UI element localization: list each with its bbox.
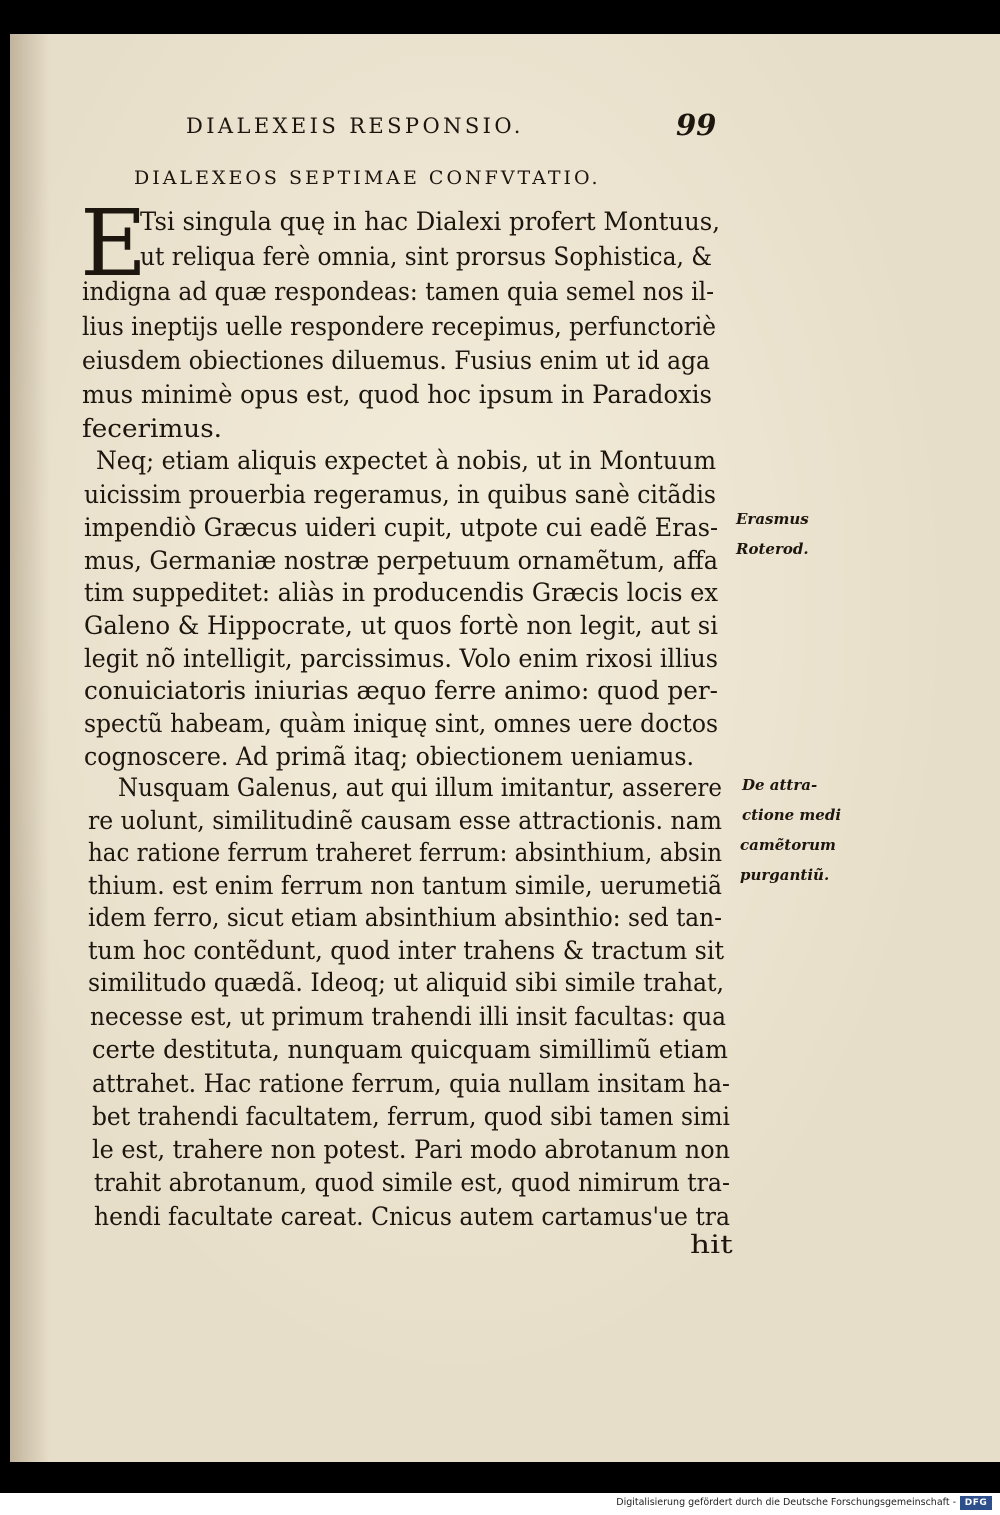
margin-note: purgantiũ. [740, 866, 830, 884]
text-line: spectũ habeam, quàm iniquę sint, omnes uere doctos [84, 709, 718, 738]
text-line: tum hoc contẽdunt, quod inter trahens & tractum sit [88, 936, 724, 965]
margin-note: camẽtorum [740, 836, 836, 854]
text-line: eiusdem obiectiones diluemus. Fusius enim ut id aga [82, 346, 710, 375]
text-line: similitudo quædã. Ideoq; ut aliquid sibi simile trahat, [88, 968, 724, 997]
text-line: necesse est, ut primum trahendi illi insit facultas: qua [90, 1002, 726, 1031]
text-line: lius ineptijs uelle respondere recepimus, perfunctoriè [82, 312, 716, 341]
margin-note: ctione medi [742, 806, 842, 824]
running-head: DIALEXEIS RESPONSIO. [186, 114, 524, 138]
margin-note: Roterod. [736, 540, 809, 558]
text-line: hendi facultate careat. Cnicus autem cartamus'ue tra [94, 1202, 730, 1231]
text-line: Nusquam Galenus, aut qui illum imitantur, asserere [118, 773, 722, 802]
text-line: hac ratione ferrum traheret ferrum: absinthium, absin [88, 838, 722, 867]
margin-note: De attra- [742, 776, 818, 794]
text-line: fecerimus. [82, 414, 222, 443]
text-line: re uolunt, similitudinẽ causam esse attractionis. nam [88, 806, 722, 835]
page-number: 99 [676, 108, 717, 142]
text-line: thium. est enim ferrum non tantum simile, uerumetiã [88, 871, 722, 900]
digitization-credit: Digitalisierung gefördert durch die Deutsche Forschungsgemeinschaft - [616, 1497, 956, 1508]
text-line: ut reliqua ferè omnia, sint prorsus Sophistica, & [140, 242, 712, 271]
text-line: tim suppeditet: aliàs in producendis Græcis locis ex [84, 578, 718, 607]
text-line: idem ferro, sicut etiam absinthium absinthio: sed tan- [88, 903, 722, 932]
text-line: uicissim prouerbia regeramus, in quibus sanè citãdis [84, 480, 716, 509]
text-line: mus, Germaniæ nostræ perpetuum ornamẽtum, affa [84, 546, 718, 575]
text-line: legit nõ intelligit, parcissimus. Volo enim rixosi illius [84, 644, 718, 673]
text-line: hit [690, 1230, 733, 1259]
text-line: Tsi singula quę in hac Dialexi profert Montuus, [140, 207, 720, 236]
text-line: trahit abrotanum, quod simile est, quod nimirum tra- [94, 1168, 730, 1197]
drop-cap: E [80, 190, 148, 297]
section-title: DIALEXEOS SEPTIMAE CONFVTATIO. [134, 167, 601, 189]
text-line: indigna ad quæ respondeas: tamen quia semel nos il- [82, 277, 714, 306]
text-line: le est, trahere non potest. Pari modo abrotanum non [92, 1135, 730, 1164]
text-line: impendiò Græcus uideri cupit, utpote cui eadẽ Eras- [84, 513, 718, 542]
text-line: Galeno & Hippocrate, ut quos fortè non legit, aut si [84, 611, 718, 640]
text-line: mus minimè opus est, quod hoc ipsum in Paradoxis [82, 380, 712, 409]
dfg-logo: DFG [960, 1496, 992, 1510]
footer-strip [0, 1493, 1000, 1515]
text-line: cognoscere. Ad primã itaq; obiectionem ueniamus. [84, 742, 694, 771]
text-line: attrahet. Hac ratione ferrum, quia nullam insitam ha- [92, 1069, 730, 1098]
text-line: conuiciatoris iniurias æquo ferre animo: quod per- [84, 676, 718, 705]
margin-note: Erasmus [736, 510, 809, 528]
text-line: Neq; etiam aliquis expectet à nobis, ut in Montuum [96, 446, 716, 475]
text-line: bet trahendi facultatem, ferrum, quod sibi tamen simi [92, 1102, 730, 1131]
text-line: certe destituta, nunquam quicquam simillimũ etiam [92, 1035, 728, 1064]
